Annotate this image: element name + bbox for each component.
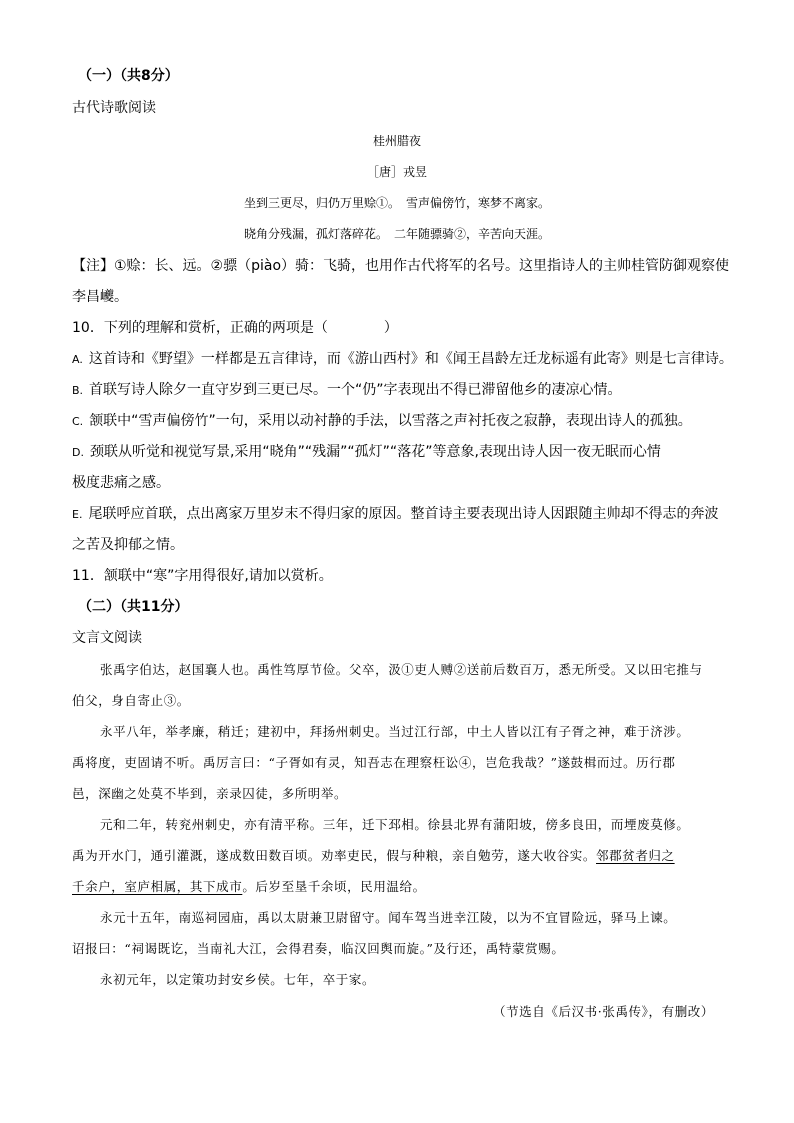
poem-note-line-1: 【注】①赊：长、远。②骠（piào）骑：飞骑，也用作古代将军的名号。这里指诗人的主帅桂管防御观察使 bbox=[72, 258, 730, 274]
poem-title: 桂州腊夜 bbox=[372, 134, 421, 148]
underlined-sentence-part-2: 千余户，室庐相属，其下成市 bbox=[72, 879, 243, 894]
option-c bbox=[72, 411, 692, 432]
classical-text-line bbox=[72, 846, 675, 866]
classical-text-line bbox=[72, 877, 426, 897]
section2-subheading: 文言文阅读 bbox=[72, 630, 142, 646]
option-letter: D. bbox=[72, 446, 84, 459]
poem-line-1: 坐到三更尽，归仍万里赊①。 雪声偏傍竹，寒梦不离家。 bbox=[243, 196, 550, 210]
section2-heading: （二）（共11分） bbox=[78, 599, 189, 615]
section1-subheading: 古代诗歌阅读 bbox=[72, 100, 156, 116]
option-b bbox=[72, 380, 622, 401]
poem-author: ［唐］戎昱 bbox=[366, 165, 427, 179]
classical-text-line: 永平八年，举孝廉，稍迁；建初中，拜扬州刺史。当过江行部，中土人皆以江有子胥之神，难于济涉。 bbox=[100, 724, 690, 739]
classical-text-line: 永元十五年，南巡祠园庙，禹以太尉兼卫尉留守。闻车驾当进幸江陵，以为不宜冒险远，驿马上谏。 bbox=[100, 910, 677, 925]
question-10-stem: 10．下列的理解和赏析，正确的两项是（ ） bbox=[72, 320, 398, 336]
section1-heading: （一）（共8分） bbox=[78, 68, 179, 84]
poem-note-line-2: 李昌巙。 bbox=[72, 289, 128, 305]
classical-text-line: 张禹字伯达，赵国襄人也。禹性笃厚节俭。父卒，汲①吏人赙②送前后数百万，悉无所受。又以田宅推与 bbox=[100, 662, 703, 677]
option-text: 首联写诗人除夕一直守岁到三更已尽。一个“仍”字表现出不得已滞留他乡的凄凉心情。 bbox=[89, 382, 622, 398]
option-text: 颈联从听觉和视觉写景,采用“晓角”“残漏”“孤灯”“落花”等意象,表现出诗人因一夜无眠而心情 bbox=[89, 444, 661, 460]
classical-text-line: 禹将度，吏固请不听。禹厉言曰：“子胥如有灵，知吾志在理察枉讼④，岂危我哉？”遂鼓楫而过。历行郡 bbox=[72, 755, 676, 770]
option-letter: A. bbox=[72, 353, 83, 366]
underlined-sentence-part-1: 邻郡贫者归之 bbox=[596, 848, 675, 863]
option-a bbox=[72, 349, 733, 370]
classical-text-line: 诏报曰：“祠谒既讫，当南礼大江，会得君奏，临汉回舆而旋。”及行还，禹特蒙赏赐。 bbox=[72, 941, 565, 956]
classical-text-line: 邑，深幽之处莫不毕到，亲录囚徒，多所明举。 bbox=[72, 786, 348, 801]
poem-line-2: 晓角分残漏，孤灯落碎花。 二年随骠骑②，辛苦向天涯。 bbox=[243, 227, 550, 241]
classical-text-line: 元和二年，转兖州刺史，亦有清平称。三年，迁下邳相。徐县北界有蒲阳坡，傍多良田，而堙废莫修。 bbox=[100, 817, 690, 832]
option-d-continued: 极度悲痛之感。 bbox=[72, 475, 170, 491]
option-e bbox=[72, 504, 718, 525]
option-text: 这首诗和《野望》一样都是五言律诗，而《游山西村》和《闻王昌龄左迁龙标遥有此寄》则是七言律诗。 bbox=[88, 351, 733, 367]
question-11: 11．颔联中“寒”字用得很好,请加以赏析。 bbox=[72, 568, 333, 584]
classical-text-line: 伯父，身自寄止③。 bbox=[72, 693, 190, 708]
option-letter: E. bbox=[72, 508, 83, 521]
option-d bbox=[72, 442, 661, 463]
classical-text-segment: 禹为开水门，通引灌溉，遂成数田数百顷。劝率吏民，假与种粮，亲自勉劳，遂大收谷实。 bbox=[72, 848, 597, 863]
option-letter: C. bbox=[72, 415, 84, 428]
option-text: 尾联呼应首联，点出离家万里岁末不得归家的原因。整首诗主要表现出诗人因跟随主帅却不得志的奔波 bbox=[88, 506, 719, 522]
classical-text-line: 永初元年，以定策功封安乡侯。七年，卒于家。 bbox=[100, 972, 376, 987]
classical-text-segment: 。后岁至垦千余顷，民用温给。 bbox=[242, 879, 426, 894]
source-citation: （节选自《后汉书·张禹传》，有删改） bbox=[492, 1004, 714, 1019]
option-text: 颔联中“雪声偏傍竹”一句，采用以动衬静的手法，以雪落之声衬托夜之寂静，表现出诗人的孤独。 bbox=[89, 413, 692, 429]
option-e-continued: 之苦及抑郁之情。 bbox=[72, 537, 184, 553]
option-letter: B. bbox=[72, 384, 84, 397]
